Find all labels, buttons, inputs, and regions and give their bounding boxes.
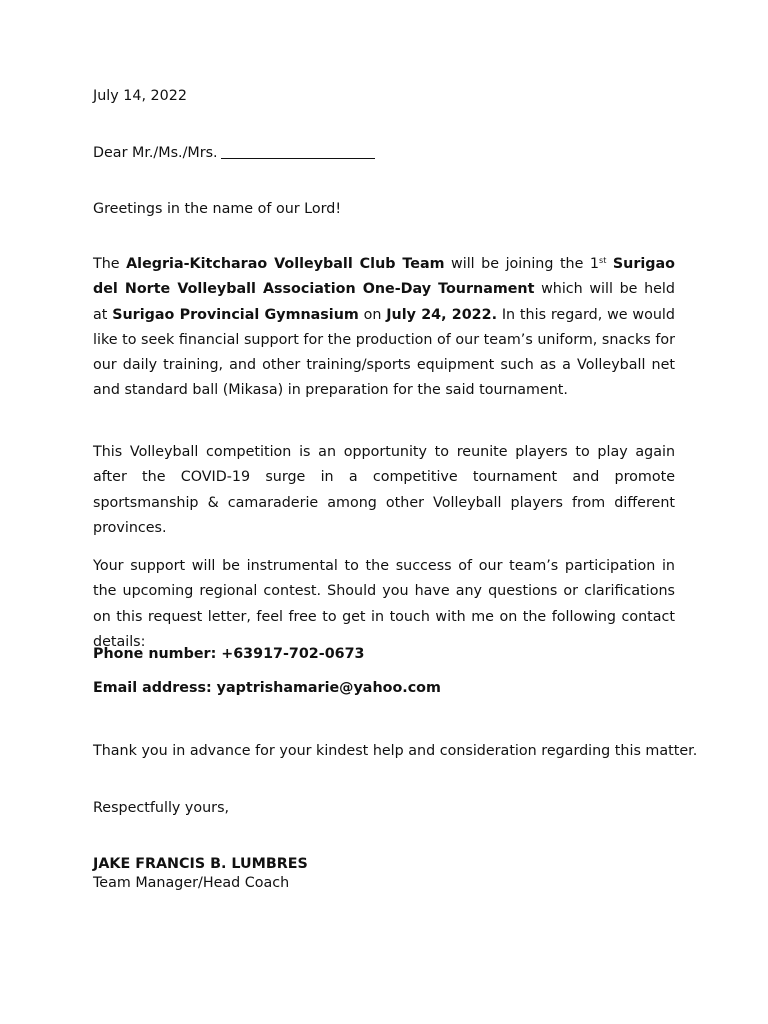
signer-name: JAKE FRANCIS B. LUMBRES: [93, 856, 308, 872]
closing-line: Respectfully yours,: [93, 800, 230, 816]
tournament-name: Surigao del Norte Volleyball Association One-Day Tournament: [93, 256, 676, 298]
salutation-text: Dear Mr./Ms./Mrs.: [93, 145, 218, 161]
p1-text-1: The: [93, 256, 127, 272]
salutation-line: [93, 144, 375, 162]
p1-text-4: which will be held at: [93, 281, 675, 323]
ordinal-suffix: st: [599, 256, 607, 265]
venue-name: Surigao Provincial Gymnasium: [112, 306, 359, 323]
phone-number: Phone number: +63917-702-0673: [93, 646, 365, 662]
paragraph-1: [93, 252, 675, 404]
signer-title: Team Manager/Head Coach: [93, 875, 290, 891]
p1-text-6: In this regard, we would like to seek financial support for the production of our team’s uniform, snacks for our daily training, and other training/sports equipment such as a Volleyball net and standard ball (Mikasa) in preparation for the said tournament.: [93, 306, 675, 399]
recipient-name-blank: [221, 144, 375, 159]
greeting: Greetings in the name of our Lord!: [93, 201, 342, 217]
letter-date: July 14, 2022: [93, 88, 187, 104]
p1-text-5: on: [358, 306, 387, 323]
thanks-line: Thank you in advance for your kindest help and consideration regarding this matter.: [93, 743, 698, 759]
tournament-date: July 24, 2022.: [386, 306, 498, 323]
paragraph-2: This Volleyball competition is an opportunity to reunite players to play again after the COVID-19 surge in a competitive tournament and promote sportsmanship & camaraderie among other Volleyball players from different provinces.: [93, 444, 675, 536]
team-name: Alegria-Kitcharao Volleyball Club Team: [126, 256, 445, 272]
email-address: Email address: yaptrishamarie@yahoo.com: [93, 680, 441, 696]
paragraph-3: Your support will be instrumental to the success of our team’s participation in the upcoming regional contest. Should you have any questions or clarifications on this request letter, feel free to get in touch with me on the following contact details:: [93, 558, 675, 650]
p1-text-2: will be joining the 1: [444, 256, 600, 272]
